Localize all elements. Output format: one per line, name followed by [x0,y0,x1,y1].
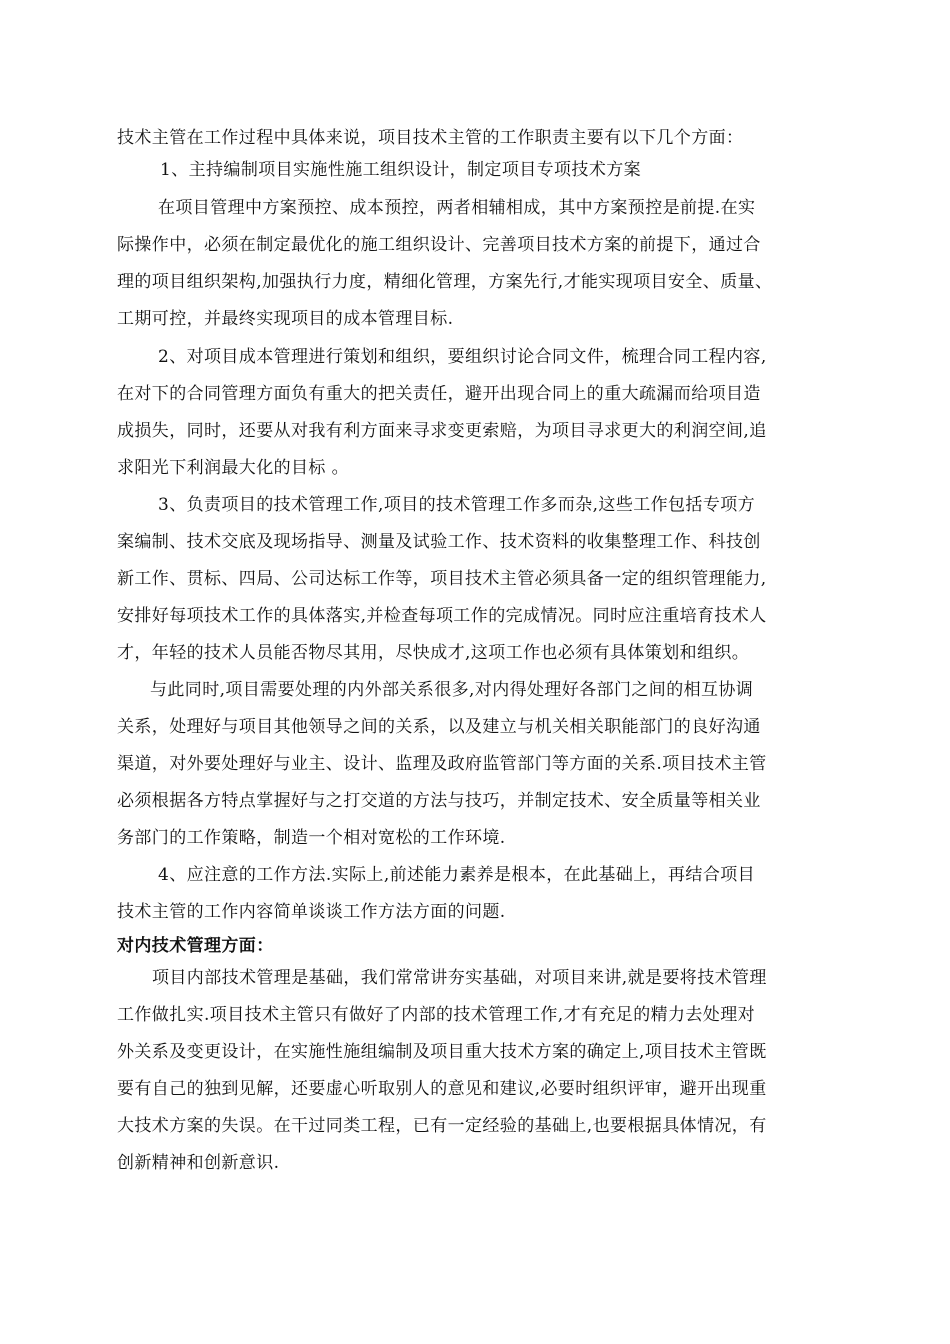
text-line: 必须根据各方特点掌握好与之打交道的方法与技巧，并制定技术、安全质量等相关业 [117,791,761,811]
text-line: 在对下的合同管理方面负有重大的把关责任，避开出现合同上的重大疏漏而给项目造 [117,384,761,404]
section-heading: 对内技术管理方面： [117,936,274,956]
text-line: 与此同时,项目需要处理的内外部关系很多,对内得处理好各部门之间的相互协调 [150,680,754,700]
text-line: 关系，处理好与项目其他领导之间的关系，以及建立与机关相关职能部门的良好沟通 [117,717,761,737]
text-line: 际操作中，必须在制定最优化的施工组织设计、完善项目技术方案的前提下，通过合 [117,235,761,255]
text-line: 大技术方案的失误。在干过同类工程，已有一定经验的基础上,也要根据具体情况，有 [117,1116,767,1136]
text-line: 要有自己的独到见解，还要虚心听取别人的意见和建议,必要时组织评审，避开出现重 [117,1079,767,1099]
text-line: 在项目管理中方案预控、成本预控，两者相辅相成，其中方案预控是前提.在实 [158,198,756,218]
text-line: 外关系及变更设计，在实施性施组编制及项目重大技术方案的确定上,项目技术主管既 [117,1042,767,1062]
text-line: 渠道，对外要处理好与业主、设计、监理及政府监管部门等方面的关系.项目技术主管 [117,754,767,774]
text-line: 成损失，同时，还要从对我有利方面来寻求变更索赔，为项目寻求更大的利润空间,追 [117,421,767,441]
text-line: 项目内部技术管理是基础，我们常常讲夯实基础，对项目来讲,就是要将技术管理 [152,968,767,988]
text-line: 才，年轻的技术人员能否物尽其用，尽快成才,这项工作也必须有具体策划和组织。 [117,643,750,663]
text-line: 工作做扎实.项目技术主管只有做好了内部的技术管理工作,才有充足的精力去处理对 [117,1005,756,1025]
text-line: 创新精神和创新意识. [117,1153,280,1173]
text-line: 务部门的工作策略，制造一个相对宽松的工作环境. [117,828,506,848]
text-line: 技术主管的工作内容简单谈谈工作方法方面的问题. [117,902,506,922]
text-line: 技术主管在工作过程中具体来说，项目技术主管的工作职责主要有以下几个方面： [117,128,744,148]
numbered-item-2: 2、对项目成本管理进行策划和组织，要组织讨论合同文件，梳理合同工程内容, [158,347,767,367]
numbered-item-1: 1、主持编制项目实施性施工组织设计，制定项目专项技术方案 [160,160,642,180]
numbered-item-3: 3、负责项目的技术管理工作,项目的技术管理工作多而杂,这些工作包括专项方 [158,495,756,515]
text-line: 工期可控，并最终实现项目的成本管理目标. [117,309,454,329]
text-line: 理的项目组织架构,加强执行力度，精细化管理，方案先行,才能实现项目安全、质量、 [117,272,773,292]
text-line: 新工作、贯标、四局、公司达标工作等，项目技术主管必须具备一定的组织管理能力, [117,569,767,589]
text-line: 案编制、技术交底及现场指导、测量及试验工作、技术资料的收集整理工作、科技创 [117,532,761,552]
text-line: 安排好每项技术工作的具体落实,并检查每项工作的完成情况。同时应注重培育技术人 [117,606,767,626]
text-line: 求阳光下利润最大化的目标 。 [117,458,350,478]
numbered-item-4: 4、应注意的工作方法.实际上,前述能力素养是根本，在此基础上，再结合项目 [158,865,756,885]
